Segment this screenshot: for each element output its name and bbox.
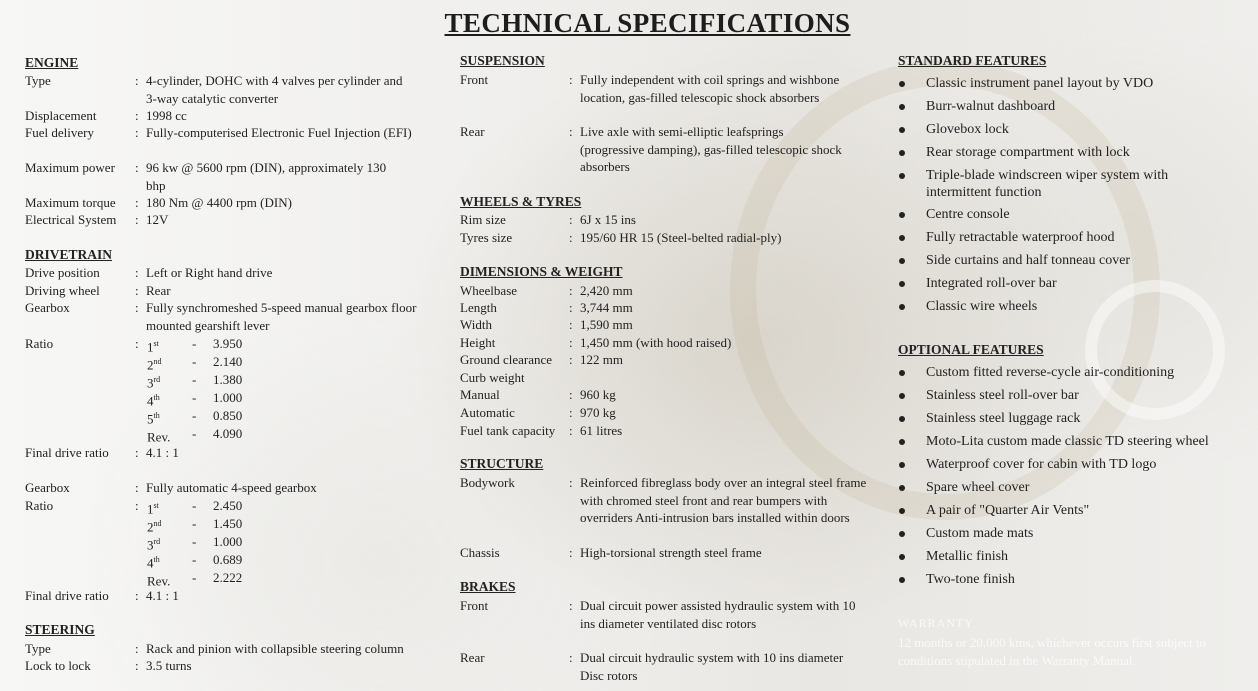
separator: :	[569, 212, 573, 227]
bullet-icon	[899, 127, 905, 133]
bullet-icon	[899, 81, 905, 87]
list-item: Centre console	[926, 207, 1010, 222]
spec-label: Final drive ratio	[25, 588, 109, 603]
spec-label: Ground clearance	[460, 352, 553, 367]
separator: :	[135, 125, 139, 140]
spec-value: 2,420 mm	[580, 283, 633, 298]
spec-label: Driving wheel	[25, 283, 100, 298]
spec-label: Length	[460, 300, 497, 315]
spec-value: 61 litres	[580, 423, 623, 438]
spec-label: Lock to lock	[25, 658, 91, 673]
spec-value: Fully synchromeshed 5-speed manual gearbox floor mounted gearshift lever	[146, 300, 417, 333]
brakes-heading: BRAKES	[460, 579, 516, 594]
spec-value: Fully-computerised Electronic Fuel Injection (EFI)	[146, 125, 412, 140]
separator: :	[569, 352, 573, 367]
spec-label: Ratio	[25, 336, 54, 351]
gear-dash: -	[192, 408, 197, 423]
gear-ratio: 1.000	[213, 534, 243, 549]
spec-label: Fuel delivery	[25, 125, 94, 140]
list-item: Waterproof cover for cabin with TD logo	[926, 457, 1157, 472]
spec-value: Fully automatic 4-speed gearbox	[146, 480, 317, 495]
spec-value: 970 kg	[580, 405, 616, 420]
list-item: Rear storage compartment with lock	[926, 145, 1130, 160]
bullet-icon	[899, 235, 905, 241]
gear-dash: -	[192, 336, 197, 351]
separator: :	[569, 598, 573, 613]
list-item: A pair of "Quarter Air Vents"	[926, 503, 1090, 518]
gear-ratio: 1.450	[213, 516, 243, 531]
list-item: Two-tone finish	[926, 572, 1015, 587]
spec-label: Manual	[460, 387, 500, 402]
list-item: Custom fitted reverse-cycle air-conditioning	[926, 365, 1175, 380]
list-item: Fully retractable waterproof hood	[926, 230, 1115, 245]
separator: :	[569, 475, 573, 490]
spec-label: Displacement	[25, 108, 97, 123]
spec-label: Width	[460, 317, 492, 332]
spec-label: Type	[25, 641, 51, 656]
bullet-icon	[899, 508, 905, 514]
spec-label: Chassis	[460, 545, 500, 560]
spec-value: 1,450 mm (with hood raised)	[580, 335, 732, 350]
gear-dash: -	[192, 534, 197, 549]
spec-label: Tyres size	[460, 230, 513, 245]
gear-name: 4th	[147, 555, 160, 571]
separator: :	[135, 212, 139, 227]
warranty-heading: WARRANTY	[898, 616, 974, 630]
spec-value: 960 kg	[580, 387, 616, 402]
separator: :	[135, 641, 139, 656]
spec-label: Bodywork	[460, 475, 515, 490]
list-item: Metallic finish	[926, 549, 1009, 564]
separator: :	[135, 498, 139, 513]
gear-name: 1st	[147, 339, 159, 355]
bullet-icon	[899, 104, 905, 110]
spec-label: Rim size	[460, 212, 506, 227]
spec-value: Dual circuit power assisted hydraulic system with 10 ins diameter ventilated disc rotors	[580, 598, 856, 631]
gear-ratio: 2.450	[213, 498, 243, 513]
structure-heading: STRUCTURE	[460, 456, 544, 471]
separator: :	[569, 72, 573, 87]
gauge-background	[1085, 280, 1225, 420]
list-item: Custom made mats	[926, 526, 1034, 541]
bullet-icon	[899, 304, 905, 310]
bullet-icon	[899, 439, 905, 445]
list-item: Moto-Lita custom made classic TD steering wheel	[926, 434, 1209, 449]
separator: :	[569, 283, 573, 298]
separator: :	[135, 480, 139, 495]
gear-dash: -	[192, 498, 197, 513]
bullet-icon	[899, 212, 905, 218]
spec-label: Rear	[460, 650, 485, 665]
separator: :	[135, 195, 139, 210]
list-item: Triple-blade windscreen wiper system with intermittent function	[926, 168, 1169, 200]
spec-value: 3,744 mm	[580, 300, 633, 315]
spec-value: 96 kw @ 5600 rpm (DIN), approximately 130 bhp	[146, 160, 387, 193]
bullet-icon	[899, 150, 905, 156]
steering-heading: STEERING	[25, 622, 95, 637]
list-item: Glovebox lock	[926, 122, 1009, 137]
bullet-icon	[899, 416, 905, 422]
drivetrain-heading: DRIVETRAIN	[25, 247, 113, 262]
separator: :	[135, 108, 139, 123]
spec-label: Electrical System	[25, 212, 117, 227]
separator: :	[135, 283, 139, 298]
spec-value: 6J x 15 ins	[580, 212, 636, 227]
spec-value: 4.1 : 1	[146, 445, 179, 460]
bullet-icon	[899, 577, 905, 583]
gear-ratio: 4.090	[213, 426, 243, 441]
bullet-icon	[899, 531, 905, 537]
separator: :	[569, 387, 573, 402]
gear-name: 1st	[147, 501, 159, 517]
spec-value: Reinforced fibreglass body over an integral steel frame with chromed steel front and rear bumpers with overriders Anti-intrusion bars installed within doors	[580, 475, 867, 525]
list-item: Classic wire wheels	[926, 299, 1038, 314]
separator: :	[569, 545, 573, 560]
bullet-icon	[899, 281, 905, 287]
spec-value: 1,590 mm	[580, 317, 633, 332]
spec-label: Gearbox	[25, 300, 70, 315]
list-item: Classic instrument panel layout by VDO	[926, 76, 1154, 91]
suspension-heading: SUSPENSION	[460, 53, 545, 68]
separator: :	[569, 423, 573, 438]
spec-value: Dual circuit hydraulic system with 10 ins diameter Disc rotors	[580, 650, 844, 683]
list-item: Side curtains and half tonneau cover	[926, 253, 1131, 268]
bullet-icon	[899, 393, 905, 399]
separator: :	[569, 300, 573, 315]
spec-label: Drive position	[25, 265, 100, 280]
gear-name: 2nd	[147, 357, 162, 373]
spec-label: Automatic	[460, 405, 515, 420]
separator: :	[135, 73, 139, 88]
page-title: TECHNICAL SPECIFICATIONS	[444, 8, 851, 38]
spec-value: 180 Nm @ 4400 rpm (DIN)	[146, 195, 292, 210]
separator: :	[569, 335, 573, 350]
gear-name: 3rd	[147, 537, 161, 553]
engine-heading: ENGINE	[25, 55, 79, 70]
list-item: Stainless steel luggage rack	[926, 411, 1081, 426]
spec-value: 4.1 : 1	[146, 588, 179, 603]
bullet-icon	[899, 370, 905, 376]
spec-label: Rear	[460, 124, 485, 139]
gear-ratio: 3.950	[213, 336, 243, 351]
gear-name: 5th	[147, 411, 160, 427]
separator: :	[135, 336, 139, 351]
wheels-heading: WHEELS & TYRES	[460, 194, 582, 209]
spec-label: Maximum torque	[25, 195, 116, 210]
gear-ratio: 0.850	[213, 408, 243, 423]
bullet-icon	[899, 485, 905, 491]
gear-dash: -	[192, 570, 197, 585]
separator: :	[569, 317, 573, 332]
gear-name: Rev.	[147, 573, 171, 589]
spec-label: Type	[25, 73, 51, 88]
spec-label: Fuel tank capacity	[460, 423, 556, 438]
spec-label: Height	[460, 335, 496, 350]
spec-value: Rack and pinion with collapsible steering column	[146, 641, 404, 656]
gear-dash: -	[192, 354, 197, 369]
spec-label: Maximum power	[25, 160, 115, 175]
gear-dash: -	[192, 372, 197, 387]
gear-ratio: 1.380	[213, 372, 243, 387]
spec-value: 3.5 turns	[146, 658, 192, 673]
gear-ratio: 1.000	[213, 390, 243, 405]
list-item: Integrated roll-over bar	[926, 276, 1057, 291]
separator: :	[135, 658, 139, 673]
gear-name: 2nd	[147, 519, 162, 535]
gear-dash: -	[192, 516, 197, 531]
spec-value: 122 mm	[580, 352, 623, 367]
bullet-icon	[899, 554, 905, 560]
gear-dash: -	[192, 426, 197, 441]
standard-features-heading: STANDARD FEATURES	[898, 53, 1047, 68]
spec-label: Ratio	[25, 498, 54, 513]
bullet-icon	[899, 462, 905, 468]
spec-label: Curb weight	[460, 370, 525, 385]
gear-name: 3rd	[147, 375, 161, 391]
separator: :	[569, 405, 573, 420]
spec-value: 1998 cc	[146, 108, 187, 123]
spec-value: Live axle with semi-elliptic leafsprings (progressive damping), gas-filled telescopic shock absorbers	[580, 124, 842, 174]
list-item: Stainless steel roll-over bar	[926, 388, 1079, 403]
spec-value: 4-cylinder, DOHC with 4 valves per cylinder and 3-way catalytic converter	[146, 73, 403, 106]
gear-dash: -	[192, 552, 197, 567]
gear-ratio: 2.140	[213, 354, 243, 369]
spec-value: 12V	[146, 212, 169, 227]
dimensions-heading: DIMENSIONS & WEIGHT	[460, 264, 623, 279]
gear-name: 4th	[147, 393, 160, 409]
warranty-text: 12 months or 20,000 kms, whichever occurs first subject to conditions stipulated in the Warranty Manual.	[898, 635, 1206, 668]
separator: :	[135, 160, 139, 175]
bullet-icon	[899, 258, 905, 264]
separator: :	[569, 230, 573, 245]
separator: :	[135, 300, 139, 315]
separator: :	[569, 124, 573, 139]
spec-value: Fully independent with coil springs and wishbone location, gas-filled telescopic shock absorbers	[580, 72, 840, 105]
separator: :	[569, 650, 573, 665]
list-item: Spare wheel cover	[926, 480, 1030, 495]
spec-value: Rear	[146, 283, 171, 298]
spec-value: Left or Right hand drive	[146, 265, 273, 280]
spec-value: High-torsional strength steel frame	[580, 545, 762, 560]
spec-label: Gearbox	[25, 480, 70, 495]
optional-features-heading: OPTIONAL FEATURES	[898, 342, 1044, 357]
list-item: Burr-walnut dashboard	[926, 99, 1056, 114]
separator: :	[135, 445, 139, 460]
spec-label: Front	[460, 72, 489, 87]
gear-ratio: 2.222	[213, 570, 243, 585]
separator: :	[135, 265, 139, 280]
spec-label: Front	[460, 598, 489, 613]
spec-label: Wheelbase	[460, 283, 518, 298]
spec-value: 195/60 HR 15 (Steel-belted radial-ply)	[580, 230, 782, 245]
spec-label: Final drive ratio	[25, 445, 109, 460]
bullet-icon	[899, 173, 905, 179]
gear-dash: -	[192, 390, 197, 405]
gear-name: Rev.	[147, 429, 171, 445]
gear-ratio: 0.689	[213, 552, 243, 567]
separator: :	[135, 588, 139, 603]
